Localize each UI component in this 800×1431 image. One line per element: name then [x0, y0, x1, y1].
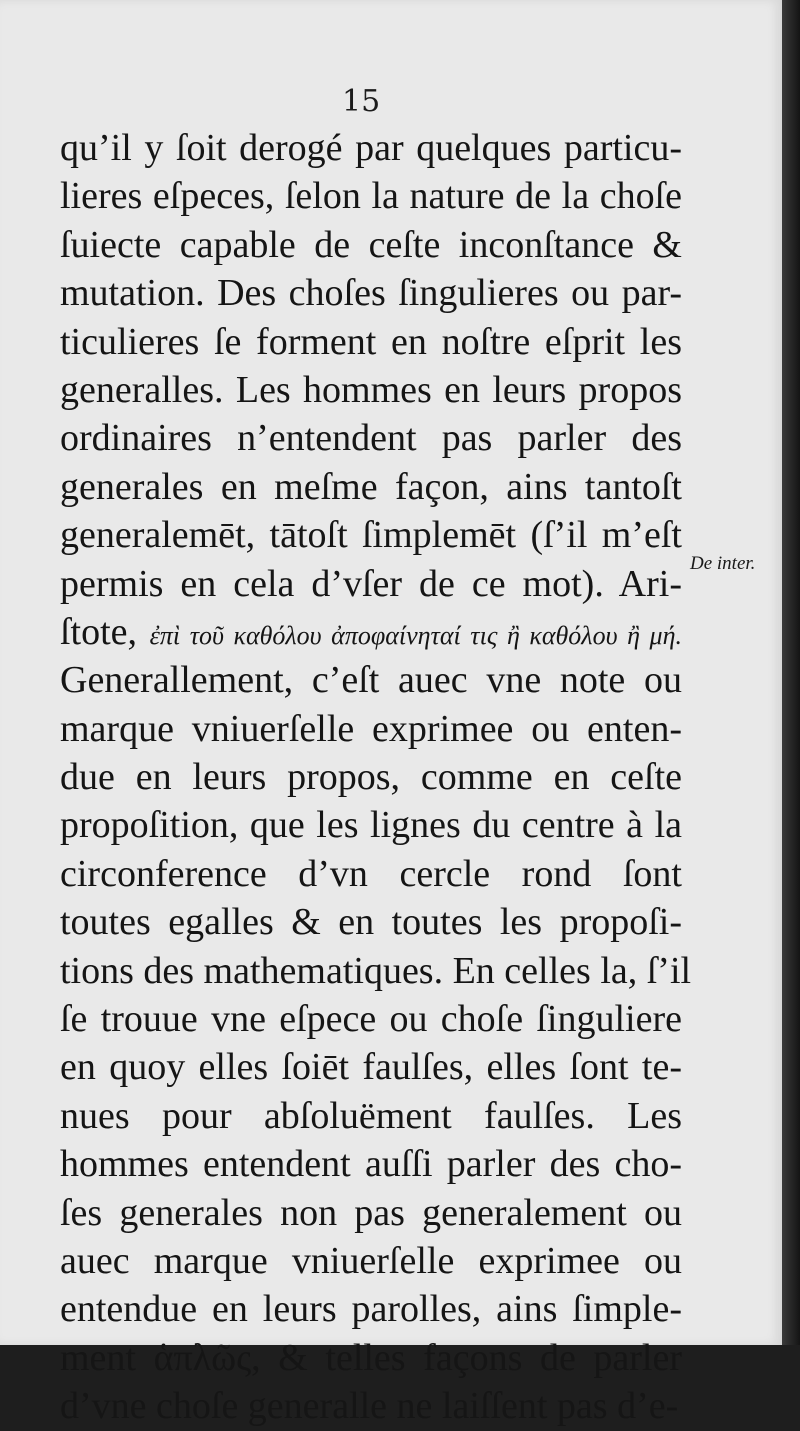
- text-line: generalles. Les hommes en leurs propos: [60, 368, 682, 411]
- text-line: Generallement, c’eſt auec vne note ou: [60, 659, 682, 702]
- page-edge-shadow: [782, 0, 800, 1345]
- margin-note: De inter.: [690, 553, 756, 574]
- text-line: lieres eſpeces, ſelon la nature de la choſe: [60, 175, 682, 218]
- text-line: auec marque vniuerſelle exprimee ou: [60, 1239, 682, 1282]
- text-line: ment ἁπλῶς, & telles façons de parler: [60, 1336, 682, 1379]
- text-line: tions des mathematiques. En celles la, ſ’il: [60, 949, 692, 992]
- text-line: marque vniuerſelle exprimee ou enten-: [60, 707, 682, 750]
- text-line: circonference d’vn cercle rond ſont: [60, 852, 682, 895]
- text-line: hommes entendent auſſi parler des cho-: [60, 1143, 682, 1186]
- text-line: ticulieres ſe forment en noſtre eſprit les: [60, 320, 682, 363]
- text-line-prefix: ſtote,: [60, 610, 150, 653]
- text-line: en quoy elles ſoiēt faulſes, elles ſont te-: [60, 1046, 682, 1089]
- text-line: ſuiecte capable de ceſte inconſtance &: [60, 223, 682, 266]
- greek-quotation-line: [60, 608, 682, 656]
- text-line: ſe trouue vne eſpece ou choſe ſinguliere: [60, 998, 682, 1041]
- text-line: ordinaires n’entendent pas parler des: [60, 417, 682, 460]
- text-line: due en leurs propos, comme en ceſte: [60, 756, 682, 799]
- text-line: generalemēt, tātoſt ſimplemēt (ſ’il m’eſt: [60, 514, 682, 557]
- body-text: [60, 124, 692, 1431]
- text-line: ſes generales non pas generalement ou: [60, 1191, 682, 1234]
- page-number: 15: [342, 84, 381, 119]
- text-line: mutation. Des choſes ſingulieres ou par-: [60, 272, 682, 315]
- greek-quotation: ἐπὶ τοῦ καθόλου ἀποφαίνηταί τις ἢ καθόλου ἢ μή.: [149, 620, 682, 650]
- text-line: entendue en leurs parolles, ains ſimple-: [60, 1288, 682, 1331]
- text-line: d’vne choſe generalle ne laiſſent pas d’e-: [60, 1385, 679, 1428]
- text-line: generales en meſme façon, ains tantoſt: [60, 465, 682, 508]
- text-line: propoſition, que les lignes du centre à la: [60, 804, 682, 847]
- text-line: qu’il y ſoit derogé par quelques particu-: [60, 127, 682, 169]
- text-line: permis en cela d’vſer de ce mot). Ari-: [60, 562, 682, 605]
- text-line: nues pour abſoluëment faulſes. Les: [60, 1094, 682, 1137]
- text-line: toutes egalles & en toutes les propoſi-: [60, 901, 682, 944]
